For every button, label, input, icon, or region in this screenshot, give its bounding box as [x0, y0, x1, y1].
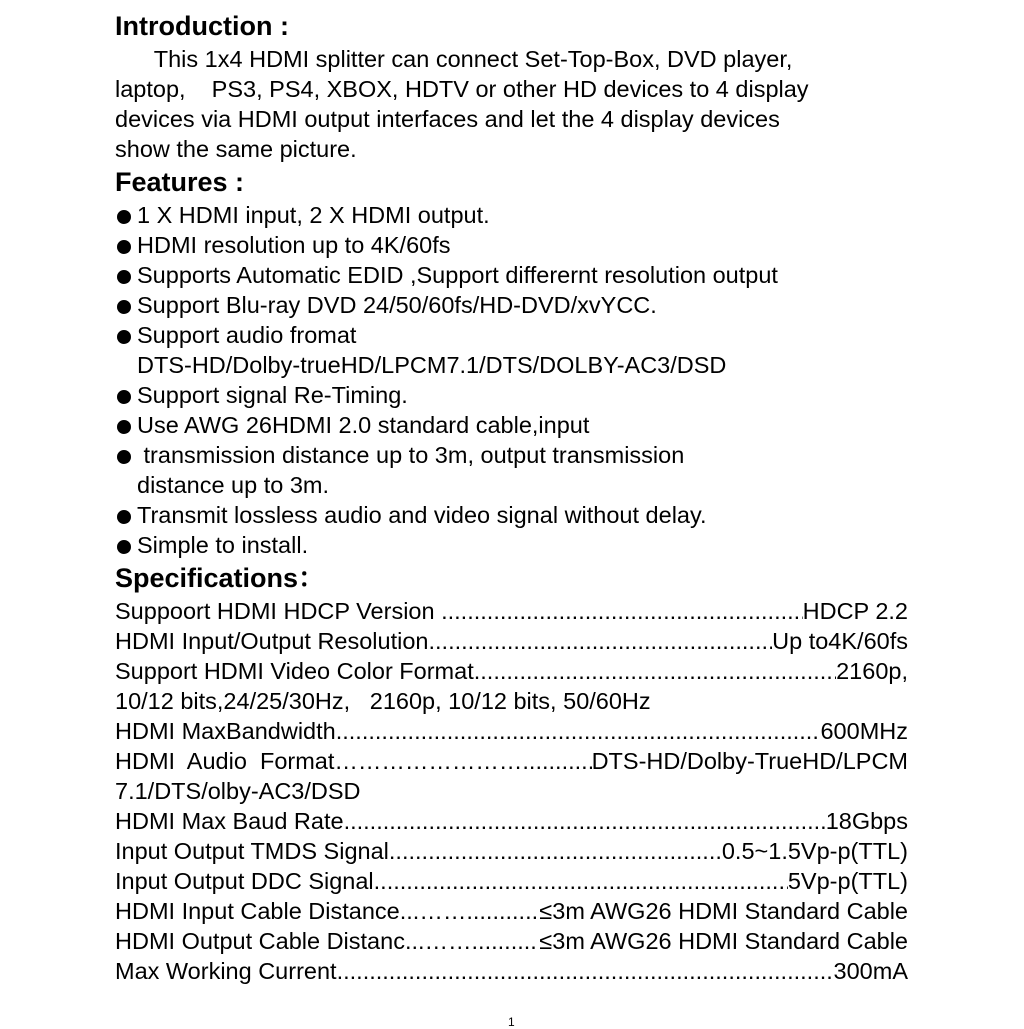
feature-item	[115, 320, 915, 380]
bullet-icon	[115, 290, 137, 320]
spec-continuation: 7.1/DTS/olby-AC3/DSD	[115, 778, 361, 804]
feature-text: Simple to install.	[137, 532, 309, 558]
feature-text: HDMI resolution up to 4K/60fs	[137, 232, 451, 258]
feature-item	[115, 500, 915, 530]
features-heading: Features :	[115, 167, 245, 197]
specifications-list	[115, 596, 915, 986]
feature-text: 1 X HDMI input, 2 X HDMI output.	[137, 202, 490, 228]
introduction-line: This 1x4 HDMI splitter can connect Set-Top-Box, DVD player,	[115, 46, 793, 72]
spec-value: DTS-HD/Dolby-TrueHD/LPCM	[591, 748, 908, 774]
spec-row	[115, 836, 908, 866]
spec-row	[115, 716, 908, 746]
document-page	[115, 8, 915, 986]
spec-label: Max Working Current	[115, 958, 337, 984]
feature-text: Transmit lossless audio and video signal without delay.	[137, 502, 707, 528]
feature-item	[115, 440, 915, 500]
dot-leader	[474, 656, 836, 686]
feature-text: Use AWG 26HDMI 2.0 standard cable,input	[137, 412, 590, 438]
feature-item	[115, 260, 915, 290]
dot-leader	[466, 896, 539, 926]
spec-label: HDMI Output Cable Distanc...……	[115, 928, 472, 954]
spec-row	[115, 626, 908, 656]
bullet-icon	[115, 260, 137, 290]
feature-item	[115, 230, 915, 260]
spec-label: Support HDMI Video Color Format	[115, 658, 474, 684]
bullet-icon	[115, 200, 137, 230]
spec-row	[115, 896, 908, 926]
spec-value: ≤3m AWG26 HDMI Standard Cable	[539, 928, 908, 954]
spec-value: ≤3m AWG26 HDMI Standard Cable	[539, 898, 908, 924]
feature-item	[115, 380, 915, 410]
feature-text: Supports Automatic EDID ,Support differernt resolution output	[137, 262, 778, 288]
spec-label: Suppoort HDMI HDCP Version	[115, 598, 442, 624]
bullet-icon	[115, 440, 137, 470]
feature-text: transmission distance up to 3m, output transmission	[137, 442, 685, 468]
spec-row	[115, 866, 908, 896]
introduction-line: devices via HDMI output interfaces and let the 4 display devices	[115, 106, 780, 132]
spec-value: 300mA	[833, 958, 908, 984]
features-list	[115, 200, 915, 560]
introduction-line: laptop, PS3, PS4, XBOX, HDTV or other HD devices to 4 display	[115, 76, 809, 102]
feature-text: DTS-HD/Dolby-trueHD/LPCM7.1/DTS/DOLBY-AC3/DSD	[137, 352, 727, 378]
feature-text: Support signal Re-Timing.	[137, 382, 408, 408]
spec-row	[115, 806, 908, 836]
bullet-icon	[115, 380, 137, 410]
spec-value: 5Vp-p(TTL)	[787, 868, 908, 894]
feature-text: distance up to 3m.	[137, 472, 330, 498]
dot-leader	[374, 866, 788, 896]
dot-leader	[522, 746, 591, 776]
dot-leader	[389, 836, 722, 866]
bullet-icon	[115, 500, 137, 530]
bullet-icon	[115, 230, 137, 260]
dot-leader	[429, 626, 773, 656]
dot-leader	[472, 926, 540, 956]
dot-leader	[336, 716, 821, 746]
spec-value: 0.5~1.5Vp-p(TTL)	[721, 838, 908, 864]
spec-label: HDMI Input/Output Resolution	[115, 628, 429, 654]
bullet-icon	[115, 410, 137, 440]
spec-row	[115, 956, 908, 986]
spec-value: 600MHz	[820, 718, 908, 744]
feature-text: Support Blu-ray DVD 24/50/60fs/HD-DVD/xvYCC.	[137, 292, 657, 318]
spec-label: HDMI Max Baud Rate	[115, 808, 344, 834]
spec-value: 18Gbps	[825, 808, 908, 834]
spec-label: HDMI Input Cable Distance...……	[115, 898, 467, 924]
introduction-paragraph	[115, 44, 915, 164]
dot-leader	[337, 956, 834, 986]
feature-item	[115, 290, 915, 320]
introduction-line: show the same picture.	[115, 136, 357, 162]
specifications-heading: Specifications：	[115, 563, 326, 593]
feature-item	[115, 200, 915, 230]
spec-value: Up to4K/60fs	[772, 628, 908, 654]
bullet-icon	[115, 530, 137, 560]
spec-row	[115, 926, 908, 956]
introduction-heading: Introduction :	[115, 11, 289, 41]
spec-label: HDMI Audio Format……………………	[115, 748, 523, 774]
spec-label: HDMI MaxBandwidth	[115, 718, 336, 744]
spec-value: HDCP 2.2	[802, 598, 908, 624]
spec-continuation: 10/12 bits,24/25/30Hz, 2160p, 10/12 bits, 50/60Hz	[115, 688, 651, 714]
dot-leader	[344, 806, 826, 836]
spec-value: 2160p,	[836, 658, 908, 684]
feature-item	[115, 530, 915, 560]
dot-leader	[441, 596, 803, 626]
page-number: 1	[508, 1015, 515, 1029]
feature-item	[115, 410, 915, 440]
feature-text: Support audio fromat	[137, 322, 357, 348]
spec-row	[115, 656, 908, 716]
spec-label: Input Output TMDS Signal	[115, 838, 389, 864]
bullet-icon	[115, 320, 137, 350]
spec-label: Input Output DDC Signal	[115, 868, 374, 894]
spec-row	[115, 746, 908, 806]
spec-row	[115, 596, 908, 626]
